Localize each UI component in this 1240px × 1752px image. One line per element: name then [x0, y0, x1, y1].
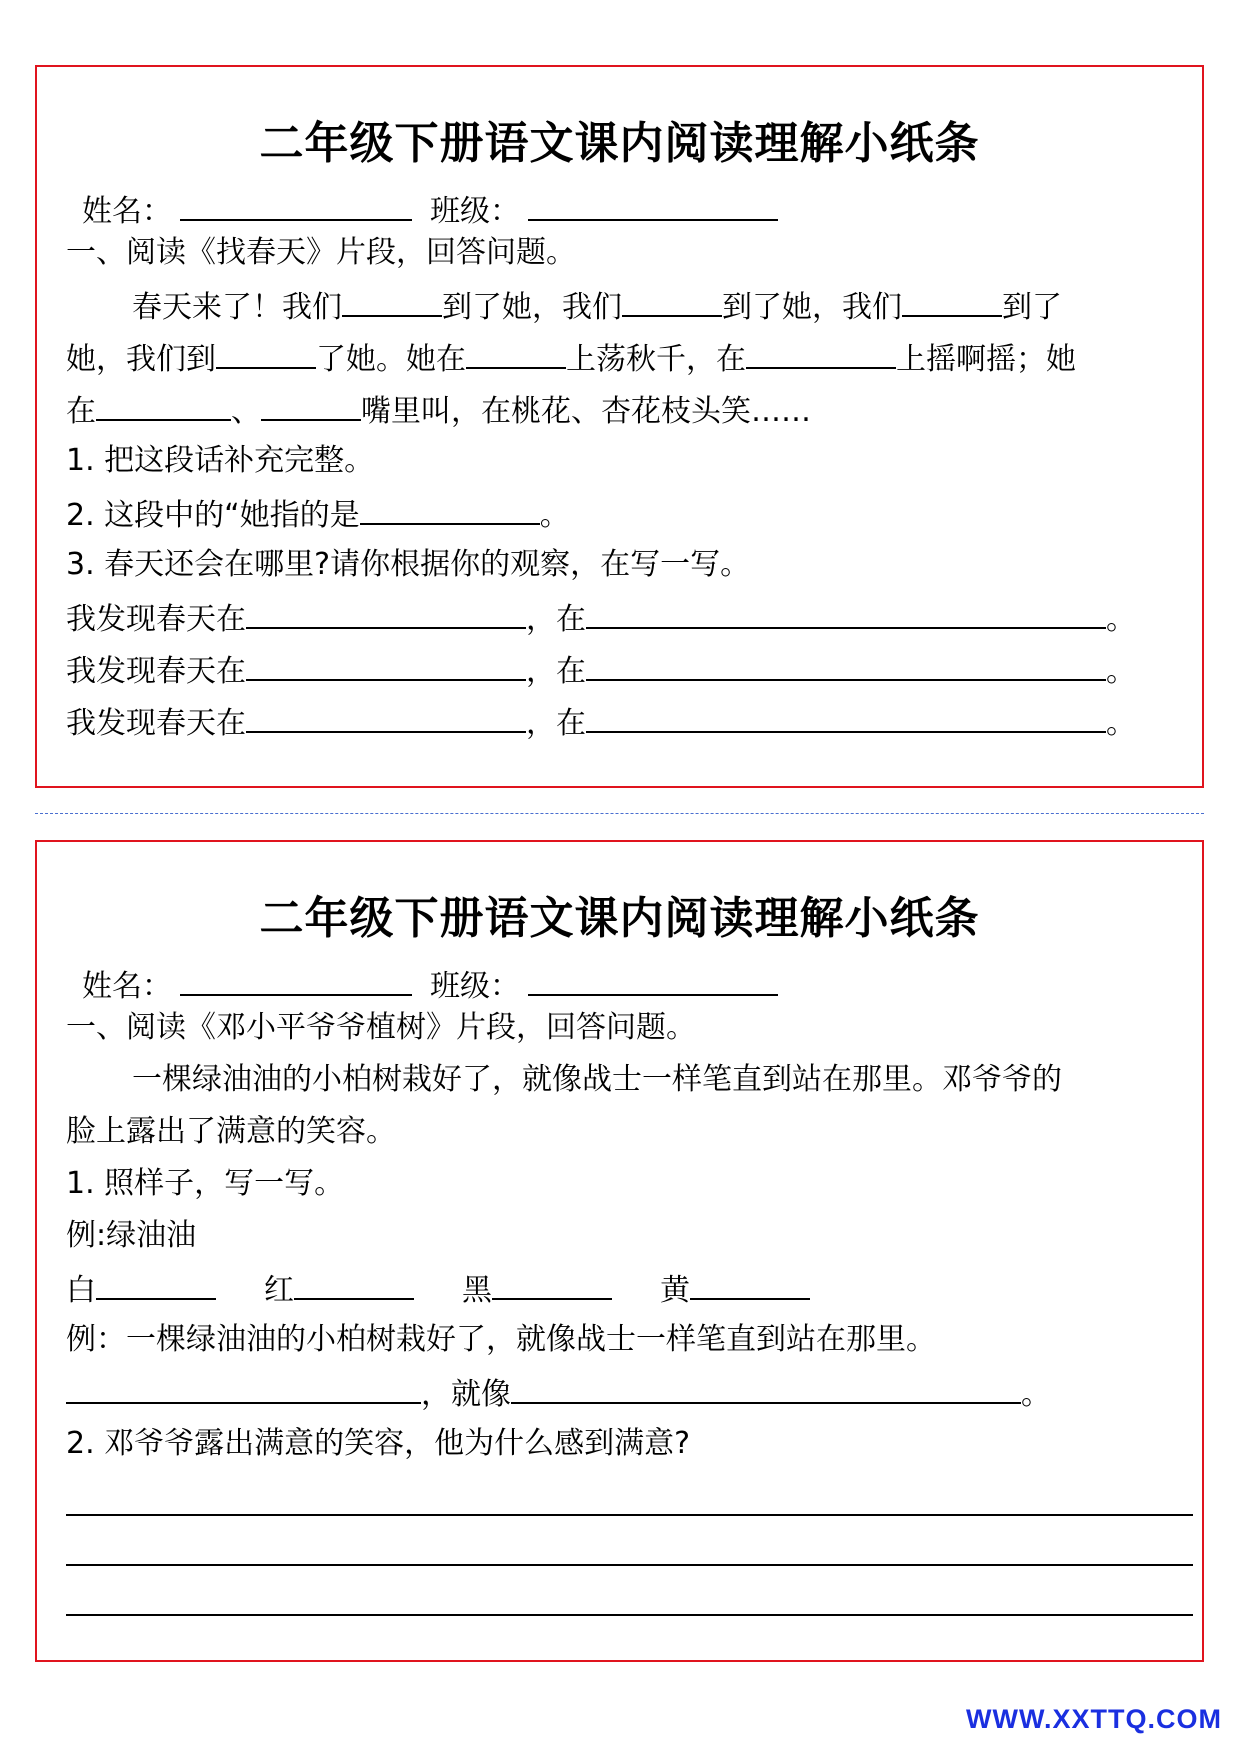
passage-line-3 [66, 389, 811, 432]
row-end: 。 [1106, 706, 1136, 741]
answer-blank[interactable] [492, 1268, 612, 1300]
answer-blank[interactable] [360, 493, 540, 525]
answer-blank[interactable] [246, 701, 526, 733]
row-mid: ，在 [526, 706, 586, 741]
fill-blank[interactable] [216, 337, 316, 369]
section-heading: 一、阅读《找春天》片段，回答问题。 [66, 235, 576, 270]
answer-blank[interactable] [96, 1268, 216, 1300]
question-1: 1. 把这段话补充完整。 [66, 443, 375, 478]
answer-blank[interactable] [586, 649, 1106, 681]
simile-row [66, 1372, 1051, 1415]
color-words-row [66, 1268, 810, 1311]
row-end: 。 [1106, 654, 1136, 689]
fill-blank[interactable] [622, 285, 722, 317]
passage-text: 上荡秋千，在 [566, 342, 746, 377]
passage-line-2 [66, 337, 1076, 380]
passage-line-1 [132, 285, 1062, 328]
passage-text: 上摇啊摇；她 [896, 342, 1076, 377]
question-3: 3. 春天还会在哪里?请你根据你的观察，在写一写。 [66, 547, 751, 582]
passage-text: 在 [66, 394, 96, 429]
spring-row-2 [66, 649, 1136, 692]
passage-text: 她，我们到 [66, 342, 216, 377]
site-watermark: WWW.XXTTQ.COM [966, 1704, 1222, 1734]
example-2: 例：一棵绿油油的小柏树栽好了，就像战士一样笔直到站在那里。 [66, 1322, 936, 1357]
class-label: 班级： [430, 194, 520, 229]
row-prefix: 我发现春天在 [66, 706, 246, 741]
row-mid: ，就像 [421, 1377, 511, 1412]
passage-text: 了她。她在 [316, 342, 466, 377]
row-mid: ，在 [526, 654, 586, 689]
passage-text: 春天来了！我们 [132, 290, 342, 325]
row-prefix: 我发现春天在 [66, 602, 246, 637]
answer-blank[interactable] [690, 1268, 810, 1300]
cut-separator [35, 813, 1204, 814]
answer-blank[interactable] [511, 1372, 1021, 1404]
spring-row-1 [66, 597, 1136, 640]
name-class-row [82, 964, 778, 1007]
class-blank[interactable] [528, 964, 778, 996]
fill-blank[interactable] [342, 285, 442, 317]
answer-line[interactable] [66, 1514, 1193, 1516]
question-text: 2. 这段中的“她指的是 [66, 498, 360, 533]
question-2: 2. 邓爷爷露出满意的笑容，他为什么感到满意? [66, 1426, 691, 1461]
name-class-row [82, 189, 778, 232]
name-label: 姓名： [82, 194, 172, 229]
class-blank[interactable] [528, 189, 778, 221]
question-2 [66, 493, 570, 536]
row-end: 。 [1021, 1377, 1051, 1412]
question-1: 1. 照样子，写一写。 [66, 1166, 345, 1201]
fill-blank[interactable] [466, 337, 566, 369]
card-title: 二年级下册语文课内阅读理解小纸条 [259, 118, 980, 169]
row-prefix: 我发现春天在 [66, 654, 246, 689]
card-title: 二年级下册语文课内阅读理解小纸条 [259, 893, 980, 944]
name-blank[interactable] [180, 189, 412, 221]
spring-row-3 [66, 701, 1136, 744]
passage-text: 、 [231, 394, 261, 429]
example-1: 例:绿油油 [66, 1218, 197, 1253]
name-label: 姓名： [82, 969, 172, 1004]
word-red: 红 [264, 1273, 294, 1308]
word-yellow: 黄 [660, 1273, 690, 1308]
question-text: 。 [539, 498, 570, 533]
name-blank[interactable] [180, 964, 412, 996]
fill-blank[interactable] [746, 337, 896, 369]
answer-blank[interactable] [294, 1268, 414, 1300]
word-black: 黑 [462, 1273, 492, 1308]
passage-text: 到了她，我们 [442, 290, 622, 325]
fill-blank[interactable] [96, 389, 231, 421]
passage-text: 嘴里叫，在桃花、杏花枝头笑…… [361, 394, 811, 429]
section-heading: 一、阅读《邓小平爷爷植树》片段，回答问题。 [66, 1010, 696, 1045]
answer-blank[interactable] [586, 701, 1106, 733]
passage-line-1: 一棵绿油油的小柏树栽好了，就像战士一样笔直到站在那里。邓爷爷的 [132, 1062, 1062, 1097]
answer-line[interactable] [66, 1564, 1193, 1566]
answer-blank[interactable] [586, 597, 1106, 629]
answer-blank[interactable] [246, 649, 526, 681]
answer-blank[interactable] [66, 1372, 421, 1404]
worksheet-card-1 [35, 65, 1204, 788]
passage-text: 到了她，我们 [722, 290, 902, 325]
word-white: 白 [66, 1273, 96, 1308]
passage-line-2: 脸上露出了满意的笑容。 [66, 1114, 396, 1149]
fill-blank[interactable] [902, 285, 1002, 317]
row-mid: ，在 [526, 602, 586, 637]
answer-line[interactable] [66, 1614, 1193, 1616]
passage-text: 到了 [1002, 290, 1062, 325]
row-end: 。 [1106, 602, 1136, 637]
class-label: 班级： [430, 969, 520, 1004]
fill-blank[interactable] [261, 389, 361, 421]
answer-blank[interactable] [246, 597, 526, 629]
worksheet-card-2 [35, 840, 1204, 1662]
